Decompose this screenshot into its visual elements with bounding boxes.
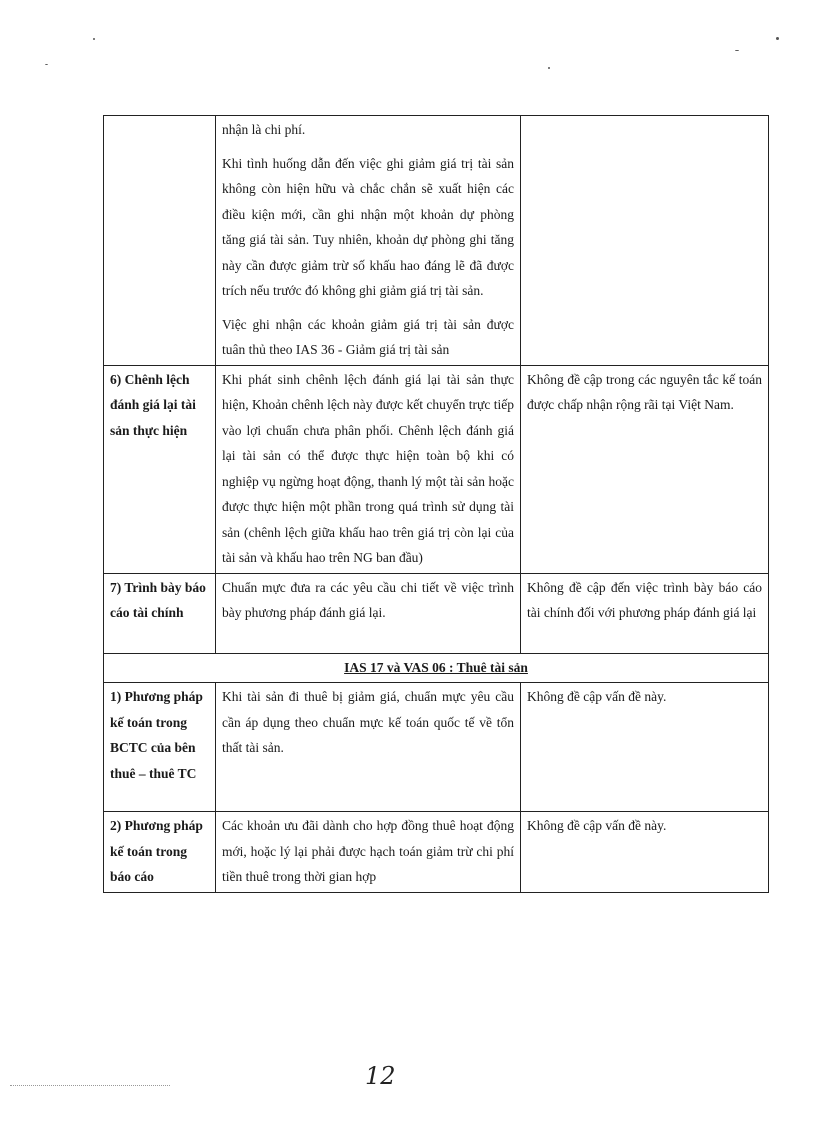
table-row <box>104 573 769 653</box>
criteria-cell: 2) Phương pháp kế toán trong báo cáo <box>104 812 216 893</box>
vas-cell <box>521 116 769 366</box>
scan-speck <box>45 64 48 65</box>
scan-speck <box>776 37 779 40</box>
vas-cell: Không đề cập vấn đề này. <box>521 812 769 893</box>
paragraph: nhận là chi phí. <box>222 122 306 137</box>
vas-cell: Không đề cập đến việc trình bày báo cáo tài chính đối với phương pháp đánh giá lại <box>521 573 769 653</box>
scan-artifact-line <box>10 1085 170 1086</box>
vas-cell: Không đề cập trong các nguyên tắc kế toán được chấp nhận rộng rãi tại Việt Nam. <box>521 365 769 573</box>
page-number: 12 <box>365 1062 396 1090</box>
criteria-cell: 7) Trình bày báo cáo tài chính <box>104 573 216 653</box>
ias-cell: Khi tài sản đi thuê bị giảm giá, chuẩn mực yêu cầu cần áp dụng theo chuẩn mực kế toán quốc tế về tổn thất tài sản. <box>216 683 521 812</box>
vas-cell: Không đề cập vấn đề này. <box>521 683 769 812</box>
scan-speck <box>735 50 739 51</box>
criteria-cell: 6) Chênh lệch đánh giá lại tài sản thực hiện <box>104 365 216 573</box>
table-row <box>104 116 769 366</box>
ias-cell <box>216 116 521 366</box>
ias-cell: Các khoản ưu đãi dành cho hợp đồng thuê hoạt động mới, hoặc lý lại phải được hạch toán giảm trừ chi phí tiền thuê trong thời gian hợp <box>216 812 521 893</box>
section-title: IAS 17 và VAS 06 : Thuê tài sản <box>104 653 769 683</box>
paragraph: Khi tình huống dẫn đến việc ghi giảm giá trị tài sản không còn hiện hữu và chắc chắn sẽ xuất hiện các điều kiện mới, cần ghi nhận một khoản dự phòng tăng giá tài sản. Tuy nhiên, khoản dự phòng ghi tăng này cần được giảm trừ số khấu hao đáng lẽ đã được trích nếu trước đó không ghi giảm giá trị tài sản. <box>222 155 514 298</box>
criteria-cell: 1) Phương pháp kế toán trong BCTC của bên thuê – thuê TC <box>104 683 216 812</box>
scan-speck <box>93 38 95 40</box>
scan-speck <box>548 67 550 69</box>
table-row <box>104 812 769 893</box>
comparison-table <box>103 115 769 893</box>
ias-cell: Chuẩn mực đưa ra các yêu cầu chi tiết về việc trình bày phương pháp đánh giá lại. <box>216 573 521 653</box>
table-row <box>104 683 769 812</box>
section-header-row <box>104 653 769 683</box>
criteria-cell <box>104 116 216 366</box>
table-row <box>104 365 769 573</box>
ias-cell: Khi phát sinh chênh lệch đánh giá lại tài sản thực hiện, Khoản chênh lệch này được kết chuyển trực tiếp vào lợi chuẩn chưa phân phối. Chênh lệch đánh giá lại tài sản có thể được thực hiện toàn bộ khi có nghiệp vụ ngừng hoạt động, thanh lý một tài sản hoặc được thực hiện một phần trong quá trình sử dụng tài sản (chênh lệch giữa khấu hao trên giá trị còn lại của tài sản và khấu hao trên NG ban đầu) <box>216 365 521 573</box>
paragraph: Việc ghi nhận các khoản giảm giá trị tài sản được tuân thủ theo IAS 36 - Giảm giá trị tài sản <box>222 316 514 357</box>
